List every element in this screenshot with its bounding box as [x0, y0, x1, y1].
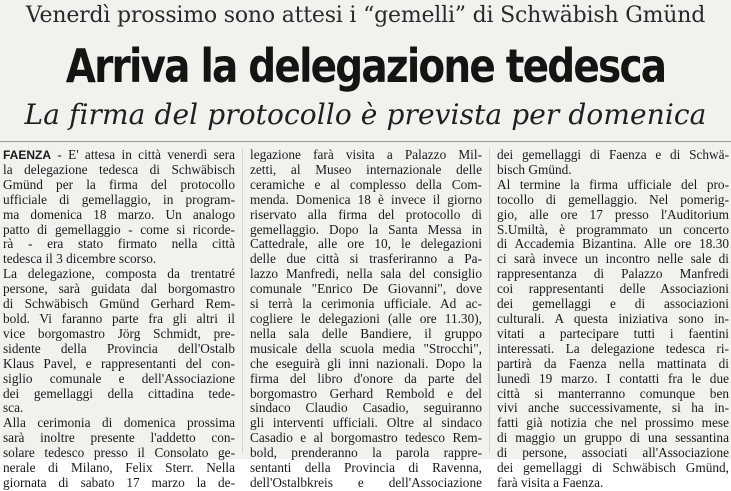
text-line: zetti, al Museo internazionale delle — [250, 161, 482, 177]
text-line: gio, alle ore 17 presso l'Auditorium — [497, 206, 729, 222]
text-line: borgomastro Gerhard Rembold e del — [250, 385, 482, 401]
text-line: ma domenica 18 marzo. Un analogo — [3, 206, 235, 222]
text-line: bold. Vi faranno parte fra gli altri il — [3, 310, 235, 326]
text-line: Al termine la firma ufficiale del pro- — [497, 176, 729, 192]
article-column-3 — [497, 148, 729, 491]
text-line: sidente della Provincia dell'Ostalb — [3, 340, 235, 356]
subheadline: La firma del protocollo è prevista per domenica — [24, 98, 707, 131]
text-line: sentanti della Provincia di Ravenna, — [250, 460, 482, 476]
text-line: fatti già notizia che nel prossimo mese — [497, 415, 729, 431]
text-line: La delegazione, composta da trentatré — [3, 266, 235, 282]
text-line: patto di gemellaggio - come si ricorde- — [3, 221, 235, 237]
text-line: lazzo Manfredi, nella sala del consiglio — [250, 266, 482, 282]
text-line: Gmünd per la firma del protocollo — [3, 176, 235, 192]
text-line: dell'Ostalbkreis e dell'Associazione — [250, 474, 482, 490]
dateline: FAENZA — [3, 148, 51, 162]
text-line: di persone, associati all'Associazione — [497, 445, 729, 461]
text-line: cogliere le delegazioni (alle ore 11.30), — [250, 310, 482, 326]
text-line: gli interventi ufficiali. Oltre al sindaco — [250, 415, 482, 431]
text-line: bisch Gmünd. — [497, 161, 572, 177]
text-line: vitati a partecipare tutti i faentini — [497, 325, 729, 341]
text-line: delle due città si trasferiranno a Pa- — [250, 251, 482, 267]
text-line: rà - era stato firmato nella città — [3, 236, 235, 252]
text-line: dei gemellaggi di Schwäbisch Gmünd, — [497, 460, 729, 476]
text-line: di maggio un gruppo di una sessantina — [497, 430, 729, 446]
text-line: lunedì 19 marzo. I contatti fra le due — [497, 370, 729, 386]
text-line: bold, prenderanno la parola rappre- — [250, 445, 482, 461]
text-line: ufficiale di gemellaggio, in program- — [3, 191, 235, 207]
text-line: nerale di Milano, Felix Sterr. Nella — [3, 460, 235, 476]
text-line: Alla cerimonia di domenica prossima — [3, 415, 235, 431]
text-line: che eseguirà gli inni nazionali. Dopo la — [250, 355, 482, 371]
text-line: dei gemellaggi di Faenza e di Schwä- — [497, 147, 729, 162]
text-line: culturali. A questa iniziativa sono in- — [497, 310, 729, 326]
column-divider — [242, 148, 243, 453]
text-line: giornata di sabato 17 marzo la de- — [3, 474, 235, 490]
text-line: sca. — [3, 400, 24, 416]
article-column-1 — [3, 148, 235, 491]
text-line: partirà da Faenza nella mattinata di — [497, 355, 729, 371]
text-line: si terrà la cerimonia ufficiale. Ad ac- — [250, 296, 482, 312]
text-line: nella sala delle Bandiere, il gruppo — [250, 325, 482, 341]
text-line: interessati. La delegazione tedesca ri- — [497, 340, 729, 356]
text-line: ceramiche e al complesso della Com- — [250, 176, 482, 192]
text-line: firma del libro d'onore da parte del — [250, 370, 482, 386]
text-line: rappresentanza di Palazzo Manfredi — [497, 266, 729, 282]
text-line: dei gemellaggi della cittadina tede- — [3, 385, 235, 401]
kicker: Venerdì prossimo sono attesi i “gemelli” di Schwäbish Gmünd — [25, 3, 706, 28]
text-line: Casadio e al borgomastro tedesco Rem- — [250, 430, 482, 446]
text-line: di Accademia Bizantina. Alle ore 18.30 — [497, 236, 729, 252]
text-line: Klaus Pavel, e rappresentanti del con- — [3, 355, 235, 371]
text-line: la delegazione tedesca di Schwäbisch — [3, 161, 235, 177]
text-line: gemellaggio. Dopo la Santa Messa in — [250, 221, 482, 237]
text-fragment: - E' attesa in città venerdì sera — [51, 147, 235, 162]
text-line: vivi anche successivamente, si ha in- — [497, 400, 729, 416]
headline: Arriva la delegazione tedesca — [65, 40, 666, 94]
text-line: S.Umiltà, è programmato un concerto — [497, 221, 729, 237]
column-divider — [489, 148, 490, 453]
text-line: città si manterranno comunque ben — [497, 385, 729, 401]
text-line: farà visita a Faenza. — [497, 474, 604, 490]
text-line: solare tedesco presso il Consolato ge- — [3, 445, 235, 461]
text-line: siglio comunale e dell'Associazione — [3, 370, 235, 386]
text-line: sarà inoltre presente l'addetto con- — [3, 430, 235, 446]
text-line: tocollo di gemellaggio. Nel pomerig- — [497, 191, 729, 207]
text-line: persone, sarà guidata dal borgomastro — [3, 281, 235, 297]
text-line: riservato alla firma del protocollo di — [250, 206, 482, 222]
article-column-2 — [250, 148, 482, 491]
text-line — [3, 148, 235, 163]
header-rule — [0, 141, 731, 142]
text-line: comunale "Enrico De Giovanni", dove — [250, 281, 482, 297]
text-line: vice borgomastro Jörg Schmidt, pre- — [3, 325, 235, 341]
text-line: tedesca il 3 dicembre scorso. — [3, 251, 157, 267]
text-line: menda. Domenica 18 è invece il giorno — [250, 191, 482, 207]
text-line: ci sarà invece un incontro nelle sale di — [497, 251, 729, 267]
text-line: dei gemellaggi e di associazioni — [497, 296, 729, 312]
text-line: sindaco Claudio Casadio, seguiranno — [250, 400, 482, 416]
text-line: coi rappresentanti delle Associazioni — [497, 281, 729, 297]
text-line: Cattedrale, alle ore 10, le delegazioni — [250, 236, 482, 252]
text-line: legazione farà visita a Palazzo Mil- — [250, 147, 482, 162]
text-line: musicale della scuola media "Strocchi", — [250, 340, 482, 356]
text-line: di Schwäbisch Gmünd Gerhard Rem- — [3, 296, 235, 312]
